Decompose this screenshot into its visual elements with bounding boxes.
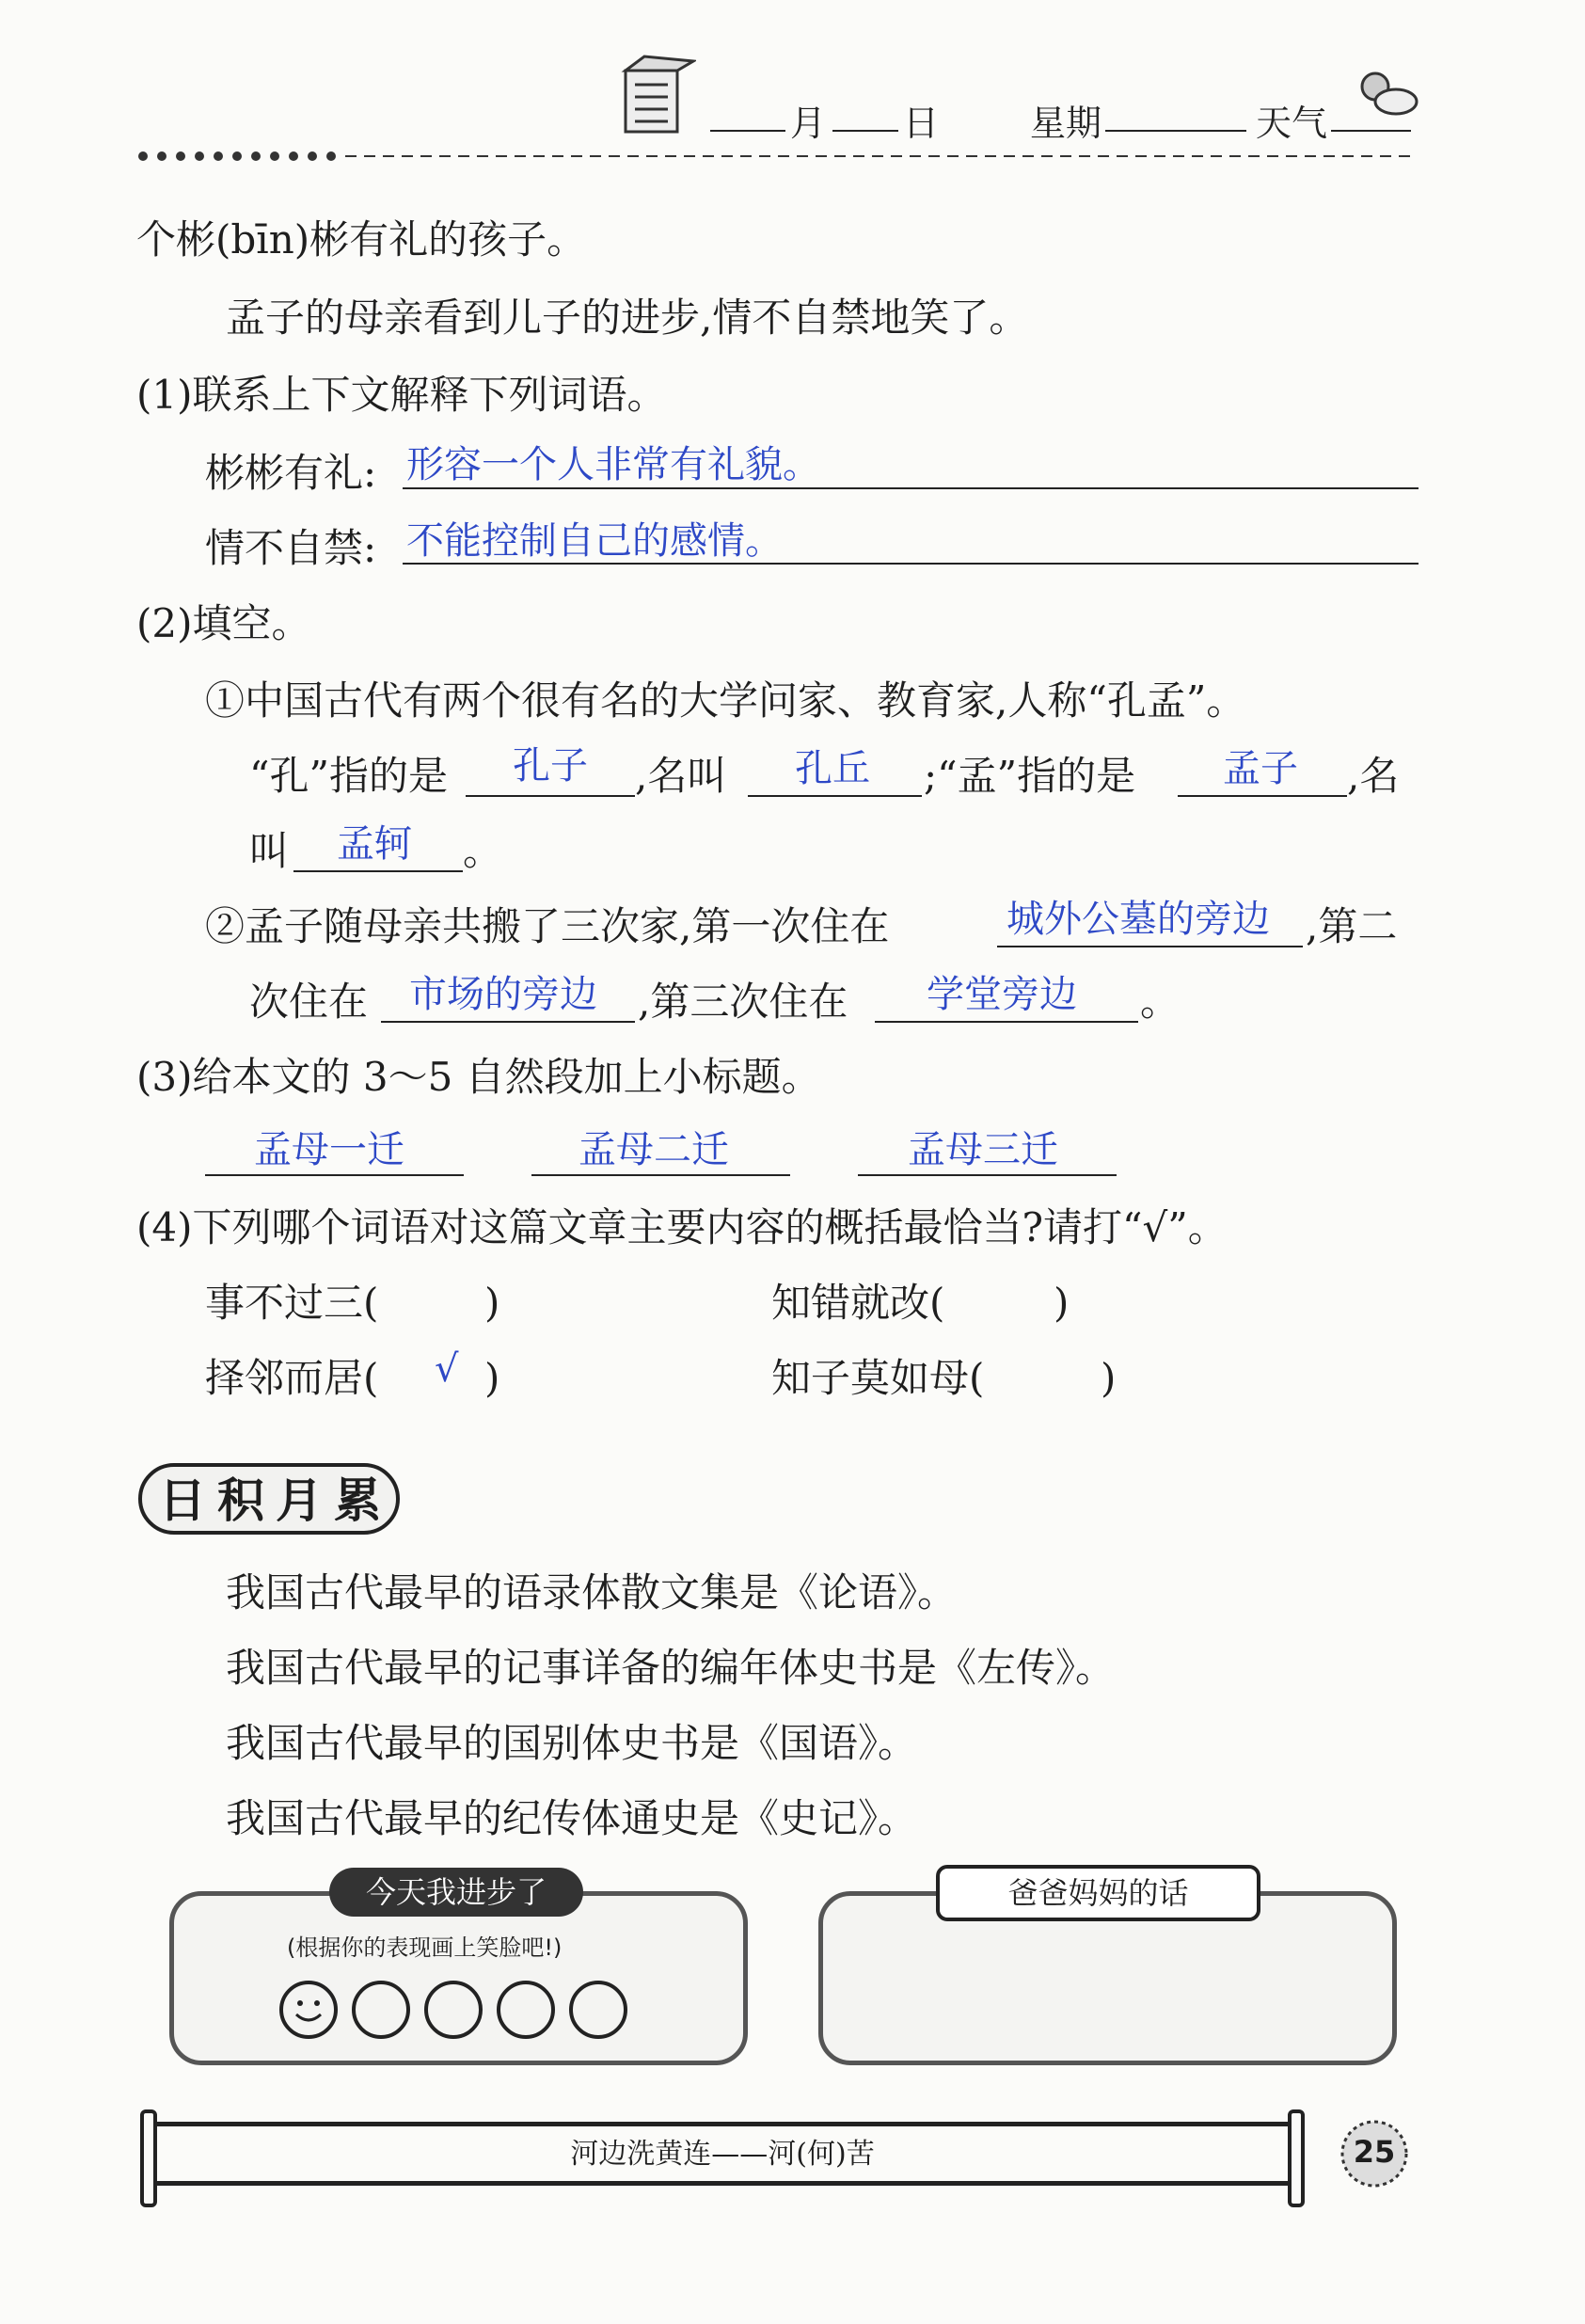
- section-heading: [138, 1463, 400, 1535]
- q4-mark-3: √: [435, 1347, 459, 1391]
- page-number: 25: [1353, 2134, 1396, 2170]
- header-weekday-label: 星期: [1030, 103, 1102, 144]
- q2-s1-line1: ①中国古代有两个很有名的大学问家、教育家,人称“孔孟”。: [205, 677, 1246, 724]
- q2-answer-kong-name: 孔丘: [795, 747, 870, 790]
- q3-answer-2: 孟母二迁: [579, 1128, 729, 1171]
- q2-s1-text-e: 叫: [249, 828, 290, 874]
- q2-s2-text-b: ,第二: [1306, 903, 1398, 949]
- q1-answer-1: 形容一个人非常有礼貌。: [406, 443, 820, 486]
- q2-answer-second: 市场的旁边: [409, 973, 597, 1016]
- q3-answer-3: 孟母三迁: [908, 1128, 1058, 1171]
- q2-s2-text-d: ,第三次住在: [638, 979, 848, 1025]
- section-line-2: 我国古代最早的记事详备的编年体史书是《左传》。: [226, 1645, 1116, 1691]
- passage-line-2: 孟子的母亲看到儿子的进步,情不自禁地笑了。: [226, 294, 1029, 341]
- page-number-badge: [1336, 2115, 1413, 2192]
- header-day-label: 日: [903, 103, 940, 144]
- parents-box-title-text: 爸爸妈妈的话: [1007, 1875, 1189, 1911]
- progress-box-title: [329, 1868, 583, 1917]
- q4-close-4: ): [1101, 1355, 1117, 1401]
- empty-face-circle[interactable]: [569, 1981, 627, 2039]
- progress-box-title-text: 今天我进步了: [365, 1874, 547, 1910]
- q3-title: (3)给本文的 3～5 自然段加上小标题。: [136, 1054, 821, 1100]
- q2-s1-text-c: ;“孟”指的是: [924, 753, 1136, 799]
- footer-scroll: [149, 2122, 1296, 2186]
- weather-icon: [1355, 66, 1420, 122]
- q2-s2-text-c: 次住在: [249, 979, 369, 1025]
- smiley-face-icon[interactable]: [279, 1981, 338, 2039]
- q2-title: (2)填空。: [136, 600, 311, 646]
- section-heading-char-1: 日: [159, 1473, 206, 1528]
- header-divider: [136, 149, 1416, 162]
- q2-answer-third: 学堂旁边: [927, 973, 1077, 1016]
- q2-s1-text-a: “孔”指的是: [249, 753, 448, 799]
- q4-close-2: ): [1054, 1280, 1070, 1326]
- section-line-3: 我国古代最早的国别体史书是《国语》。: [226, 1720, 918, 1766]
- empty-face-circle[interactable]: [497, 1981, 555, 2039]
- q4-option-3: 择邻而居(: [205, 1355, 379, 1401]
- q1-answer-2: 不能控制自己的感情。: [406, 519, 783, 563]
- q1-term-2: 情不自禁:: [205, 525, 377, 571]
- q4-close-1: ): [484, 1280, 500, 1326]
- q2-s1-text-d: ,名: [1347, 753, 1400, 799]
- section-heading-char-2: 积: [217, 1473, 264, 1528]
- section-line-1: 我国古代最早的语录体散文集是《论语》。: [226, 1569, 958, 1616]
- progress-box: [169, 1891, 748, 2065]
- header-book-icon: [616, 52, 696, 136]
- q2-answer-meng: 孟子: [1223, 747, 1298, 790]
- q2-s1-text-b: ,名叫: [635, 753, 727, 799]
- q2-s2-end: 。: [1140, 979, 1181, 1025]
- q4-option-1: 事不过三(: [205, 1280, 379, 1326]
- q4-option-4: 知子莫如母(: [771, 1355, 985, 1401]
- empty-face-circle[interactable]: [424, 1981, 483, 2039]
- empty-face-circle[interactable]: [352, 1981, 410, 2039]
- parents-box-title: [936, 1865, 1260, 1921]
- q2-answer-first: 城外公墓的旁边: [1006, 898, 1270, 941]
- q1-title: (1)联系上下文解释下列词语。: [136, 372, 667, 418]
- q2-s1-end: 。: [463, 828, 503, 874]
- section-line-4: 我国古代最早的纪传体通史是《史记》。: [226, 1795, 918, 1841]
- header-weather-label: 天气: [1256, 103, 1328, 144]
- q4-option-2: 知错就改(: [771, 1280, 945, 1326]
- q1-term-1: 彬彬有礼:: [205, 450, 377, 496]
- q2-answer-meng-name: 孟轲: [337, 822, 412, 866]
- progress-box-hint: (根据你的表现画上笑脸吧!): [287, 1934, 563, 1961]
- q4-close-3: ): [484, 1355, 500, 1401]
- q2-answer-kong: 孔子: [513, 744, 588, 788]
- q4-title: (4)下列哪个词语对这篇文章主要内容的概括最恰当?请打“√”。: [136, 1204, 1228, 1250]
- footer-saying: 河边洗黄连——河(何)苦: [570, 2138, 875, 2171]
- passage-line-1: 个彬(bīn)彬有礼的孩子。: [136, 216, 587, 263]
- section-heading-char-4: 累: [334, 1473, 381, 1528]
- header-month-label: 月: [790, 103, 827, 144]
- section-heading-char-3: 月: [276, 1473, 323, 1528]
- q3-answer-1: 孟母一迁: [254, 1128, 404, 1171]
- q2-s2-text-a: ②孟子随母亲共搬了三次家,第一次住在: [205, 903, 890, 949]
